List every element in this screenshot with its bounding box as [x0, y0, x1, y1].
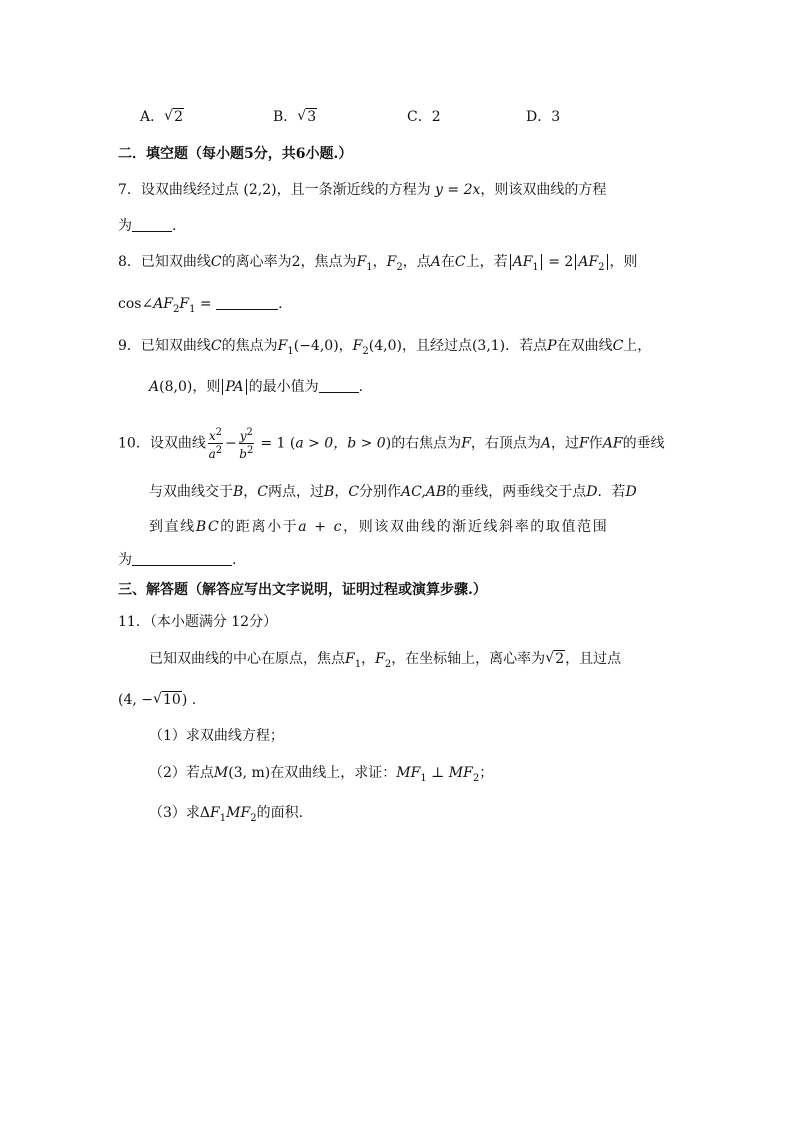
question-10-line2: 与双曲线交于B，C两点，过B，C分别作AC,AB的垂线，两垂线交于点D．若D	[149, 484, 637, 500]
fraction-x2-a2: $\frac{x^2}{a^2}$	[208, 427, 223, 461]
sqrt-3: √ 3	[297, 106, 317, 128]
sqrt-2: √ 2	[164, 106, 184, 128]
question-11-part1: （1）求双曲线方程；	[149, 728, 284, 744]
question-11-line2: (4, −√ 10) .	[118, 689, 196, 711]
sqrt-2-eccentricity: √ 2	[545, 648, 565, 670]
question-11-part2: （2）若点M(3, m)在双曲线上，求证：$MF_1$ ⊥ $MF_2$；	[149, 765, 494, 784]
question-11-header: 11．（本小题满分 12分）	[118, 614, 278, 630]
question-7-line2: 为 .	[118, 218, 177, 234]
question-10-line3: 到直线BC的距离小于a + c，则该双曲线的渐近线斜率的取值范围	[149, 519, 609, 535]
question-11-line1: 已知双曲线的中心在原点，焦点$F_1$，$F_2$，在坐标轴上，离心率为√ 2，且过点	[149, 648, 621, 676]
question-11-part3: （3）求$\Delta F_1MF_2$的面积.	[149, 805, 304, 824]
fraction-y2-b2: $\frac{y^2}{b^2}$	[239, 427, 254, 461]
section-3-heading: 三、解答题（解答应写出文字说明，证明过程或演算步骤.）	[118, 582, 487, 598]
question-8-line1: 8．已知双曲线C的离心率为2，焦点为$F_1$，$F_2$，点A在C上，若 $AF_1 = 2$ $AF_2$ ，则	[118, 254, 638, 273]
question-9-line1: 9．已知双曲线C的焦点为$F_1(-4,0)$，$F_2(4,0)$，且经过点(3,1)．若点P在双曲线C上，	[118, 338, 652, 357]
answer-blank	[216, 295, 278, 310]
sqrt-10: √ 10	[153, 689, 182, 711]
question-7-line1: 7．设双曲线经过点 (2,2)，且一条渐近线的方程为 y = 2x，则该双曲线的方程	[118, 182, 607, 198]
section-2-heading: 二．填空题（每小题5分，共6小题.）	[118, 146, 353, 162]
option-a: A．√ 2	[140, 106, 184, 128]
option-c: C．2	[407, 109, 441, 125]
question-10-line1: 10．设双曲线 $\frac{x^2}{a^2}$ − $\frac{y^2}{b^2}$ = 1 (a > 0，b > 0)的右焦点为F，右顶点为A，过F作AF的垂线	[118, 427, 665, 461]
answer-blank	[132, 551, 232, 566]
question-10-line4: 为 .	[118, 552, 237, 568]
question-9-line2: A(8,0)，则 PA 的最小值为 .	[149, 379, 364, 395]
answer-blank	[319, 378, 359, 393]
option-d: D．3	[526, 109, 561, 125]
option-b: B．√ 3	[273, 106, 317, 128]
question-8-line2: $\cos\angle AF_2F_1$ = .	[118, 296, 283, 315]
answer-blank	[132, 217, 172, 232]
